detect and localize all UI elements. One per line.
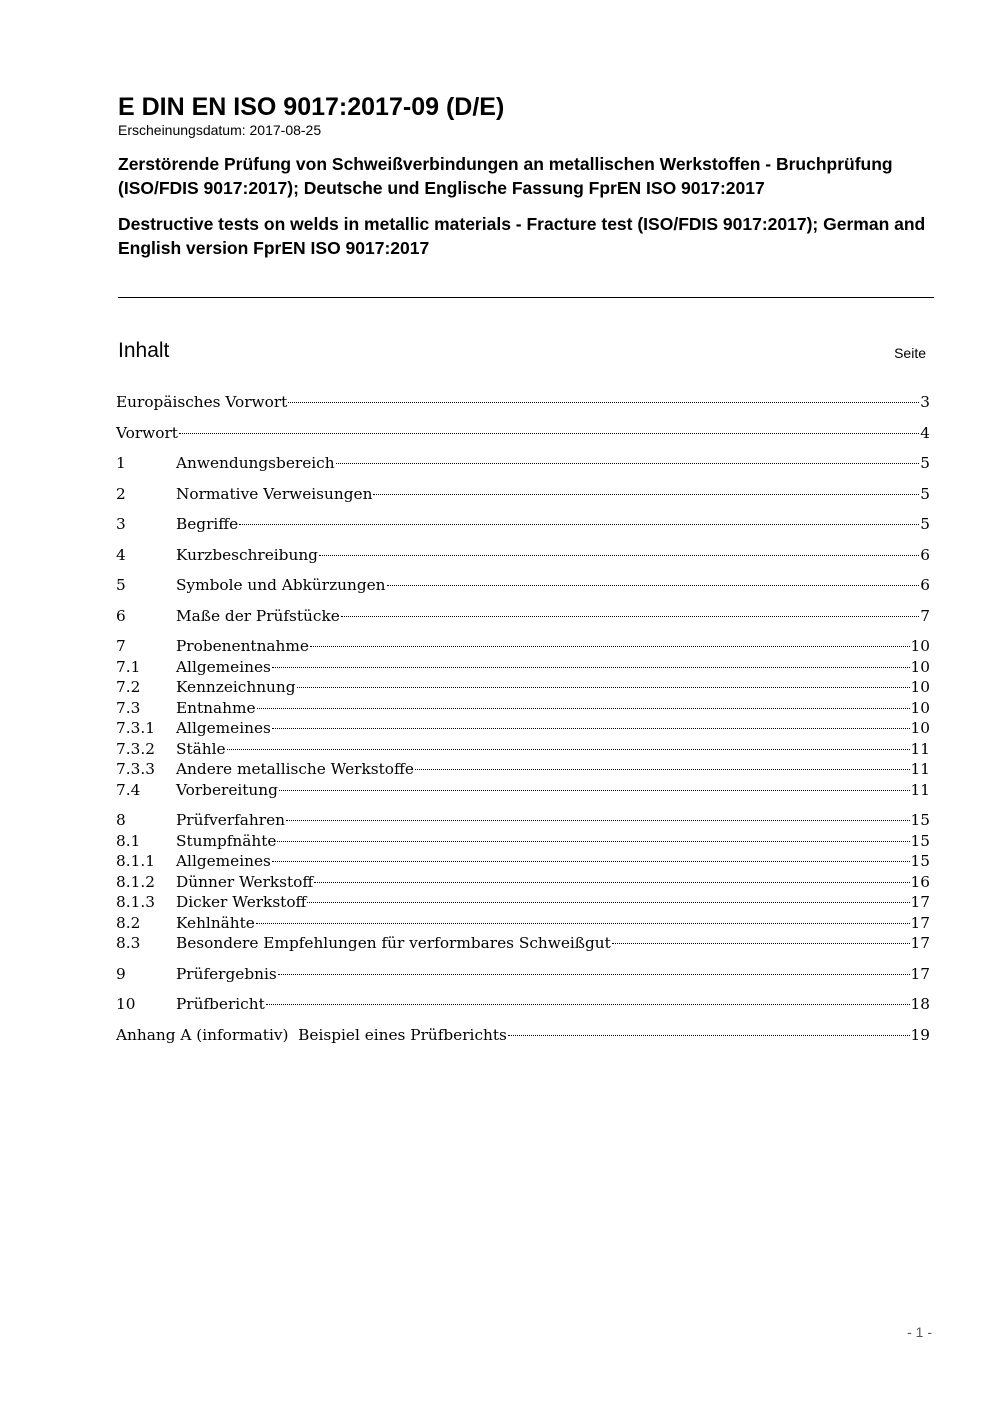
toc-entry-page: 17	[910, 893, 930, 911]
toc-leader	[612, 943, 910, 944]
toc-leader	[279, 790, 910, 791]
toc-entry-page: 10	[910, 698, 930, 717]
toc-entry-8-2[interactable]	[116, 913, 930, 934]
toc-entry-number: 6	[116, 606, 126, 625]
toc-entry-number: 7.3.2	[116, 739, 155, 758]
toc-entry-page: 6	[920, 576, 930, 594]
toc-entry-text: Europäisches Vorwort	[116, 393, 288, 411]
toc-leader	[341, 616, 919, 617]
toc-entry-number: 7.1	[116, 657, 141, 676]
toc-entry-5[interactable]	[116, 575, 930, 596]
toc-entry-number: 1	[116, 454, 126, 472]
toc-entry-7-3-2[interactable]	[116, 739, 930, 760]
toc-entry-number: 3	[116, 515, 126, 533]
toc-entry-text: Allgemeines	[176, 719, 271, 737]
toc-entry-number: 8.1.3	[116, 893, 155, 911]
toc-entry-page: 11	[910, 739, 930, 758]
toc-leader	[179, 433, 919, 434]
toc-entry-page: 5	[920, 484, 930, 503]
toc-entry-page: 17	[910, 913, 930, 932]
toc-entry-7-1[interactable]	[116, 657, 930, 678]
toc-entry-text: Entnahme	[176, 698, 256, 717]
toc-entry-text: Vorwort	[116, 423, 178, 442]
toc-entry-number: 10	[116, 995, 136, 1013]
title-german: Zerstörende Prüfung von Schweißverbindungen an metallischen Werkstoffen - Bruchprüfung (ISO/FDIS 9017:2017); Deutsche und Englische Fassung FprEN ISO 9017:2017	[118, 154, 893, 198]
document-header	[118, 92, 934, 260]
toc-leader	[314, 882, 909, 883]
toc-leader	[508, 1035, 910, 1036]
toc-entry-page: 3	[920, 393, 930, 411]
toc-entry-page: 19	[910, 1025, 930, 1044]
header-divider	[118, 297, 934, 298]
toc-leader	[336, 463, 920, 464]
toc-entry-page: 10	[910, 637, 930, 655]
toc-entry-text: Anhang A (informativ) Beispiel eines Prüfberichts	[116, 1025, 507, 1044]
toc-entry-page: 11	[910, 780, 930, 799]
toc-entry-text: Stähle	[176, 739, 226, 758]
toc-entry-text: Normative Verweisungen	[176, 484, 373, 503]
toc-entry-number: 8	[116, 811, 126, 829]
toc-leader	[257, 708, 910, 709]
toc-entry-7-4[interactable]	[116, 780, 930, 801]
toc-entry-page: 17	[910, 934, 930, 952]
toc-leader	[272, 667, 910, 668]
toc-entry-8-1-2[interactable]	[116, 872, 930, 893]
toc-entry-8-3[interactable]	[116, 933, 930, 954]
toc-entry-10[interactable]	[116, 994, 930, 1015]
toc-entry-page: 18	[910, 995, 930, 1013]
toc-entry-text: Symbole und Abkürzungen	[176, 576, 386, 594]
toc-entry-number: 7.3.1	[116, 719, 155, 737]
toc-entry-page: 5	[920, 515, 930, 533]
toc-entry-number: 7.4	[116, 780, 141, 799]
toc-entry-page: 6	[920, 545, 930, 564]
toc-entry-text: Probenentnahme	[176, 637, 309, 655]
toc-leader	[415, 769, 910, 770]
toc-entry-7-3-1[interactable]	[116, 718, 930, 739]
toc-entry-page: 15	[910, 831, 930, 850]
toc-entry-text: Prüfbericht	[176, 995, 265, 1013]
toc-entry-text: Stumpfnähte	[176, 831, 277, 850]
toc-entry-page: 15	[910, 811, 930, 829]
toc-entry-text: Kurzbeschreibung	[176, 545, 318, 564]
toc-leader	[286, 820, 910, 821]
toc-entry-page: 10	[910, 719, 930, 737]
toc-leader	[307, 902, 909, 903]
toc-heading: Inhalt	[118, 339, 170, 362]
toc-entry-number: 7.3.3	[116, 760, 155, 778]
toc-entry-number: 8.2	[116, 913, 141, 932]
toc-page-column-label: Seite	[894, 345, 926, 361]
toc-entry-3[interactable]	[116, 514, 930, 535]
toc-entry-text: Prüfergebnis	[176, 964, 277, 983]
toc-entry-2[interactable]	[116, 484, 930, 505]
toc-entry-text: Begriffe	[176, 515, 239, 533]
toc-entry-page: 16	[910, 872, 930, 891]
toc-entry-text: Dicker Werkstoff	[176, 893, 307, 911]
toc-leader	[272, 728, 910, 729]
toc-entry-number: 8.1	[116, 831, 141, 850]
title-english: Destructive tests on welds in metallic materials - Fracture test (ISO/FDIS 9017:2017); German and English version FprEN ISO 9017:2017	[118, 214, 926, 258]
toc-entry-page: 5	[920, 454, 930, 472]
toc-entry-page: 7	[920, 606, 930, 625]
toc-entry-text: Kehlnähte	[176, 913, 255, 932]
toc-entry-number: 7.3	[116, 698, 141, 717]
toc-leader	[227, 749, 910, 750]
toc-entry-text: Allgemeines	[176, 852, 271, 870]
toc-entry-text: Maße der Prüfstücke	[176, 606, 340, 625]
toc-entry-number: 7	[116, 637, 126, 655]
toc-entry-number: 9	[116, 964, 126, 983]
toc-entry-page: 17	[910, 964, 930, 983]
toc-entry-text: Besondere Empfehlungen für verformbares Schweißgut	[176, 934, 611, 952]
toc-entry-7-3[interactable]	[116, 698, 930, 719]
toc-leader	[277, 841, 909, 842]
toc-entry-number: 7.2	[116, 678, 141, 696]
toc-entry-7-2[interactable]	[116, 677, 930, 698]
toc-entry-text: Allgemeines	[176, 657, 271, 676]
toc-entry-annex-a[interactable]	[116, 1025, 930, 1046]
toc-entry-text: Prüfverfahren	[176, 811, 285, 829]
toc-leader	[272, 861, 910, 862]
toc-entry-page: 15	[910, 852, 930, 870]
toc-entry-4[interactable]	[116, 545, 930, 566]
toc-leader	[256, 923, 910, 924]
publication-date: Erscheinungsdatum: 2017-08-25	[118, 122, 322, 138]
toc-heading-row	[118, 338, 926, 366]
toc-entry-8[interactable]	[116, 810, 930, 831]
toc-entry-text: Dünner Werkstoff	[176, 872, 314, 891]
toc-entry-text: Andere metallische Werkstoffe	[176, 760, 414, 778]
toc-entry-page: 4	[920, 423, 930, 442]
toc-entry-number: 4	[116, 545, 126, 564]
toc-entry-text: Kennzeichnung	[176, 678, 296, 696]
toc-leader	[266, 1004, 910, 1005]
toc-leader	[319, 555, 919, 556]
toc-entry-number: 8.1.1	[116, 852, 155, 870]
toc-leader	[278, 974, 910, 975]
document-number: E DIN EN ISO 9017:2017-09 (D/E)	[118, 93, 505, 121]
toc-entry-6[interactable]	[116, 606, 930, 627]
toc-leader	[373, 494, 919, 495]
toc-leader	[387, 585, 920, 586]
toc-entry-page: 11	[910, 760, 930, 778]
toc-leader	[297, 687, 910, 688]
toc-entry-number: 8.1.2	[116, 872, 155, 891]
toc-entry-8-1-1[interactable]	[116, 851, 930, 872]
toc-leader	[310, 646, 910, 647]
toc-entry-page: 10	[910, 657, 930, 676]
page-number: - 1 -	[907, 1324, 932, 1340]
toc-entry-1[interactable]	[116, 453, 930, 474]
toc-entry-text: Vorbereitung	[176, 780, 278, 799]
toc-entry-text: Anwendungsbereich	[176, 454, 335, 472]
toc-entry-foreword[interactable]	[116, 423, 930, 444]
toc-entry-8-1-3[interactable]	[116, 892, 930, 913]
toc-entry-number: 5	[116, 576, 126, 594]
toc-entry-9[interactable]	[116, 964, 930, 985]
toc-entry-number: 2	[116, 484, 126, 503]
toc-entry-8-1[interactable]	[116, 831, 930, 852]
toc-entry-page: 10	[910, 678, 930, 696]
toc-entry-number: 8.3	[116, 934, 141, 952]
toc-entry-7[interactable]	[116, 636, 930, 657]
toc-entry-7-3-3[interactable]	[116, 759, 930, 780]
toc-leader	[288, 402, 919, 403]
toc-entry-european-foreword[interactable]	[116, 392, 930, 413]
table-of-contents	[116, 392, 930, 1045]
toc-leader	[239, 524, 919, 525]
